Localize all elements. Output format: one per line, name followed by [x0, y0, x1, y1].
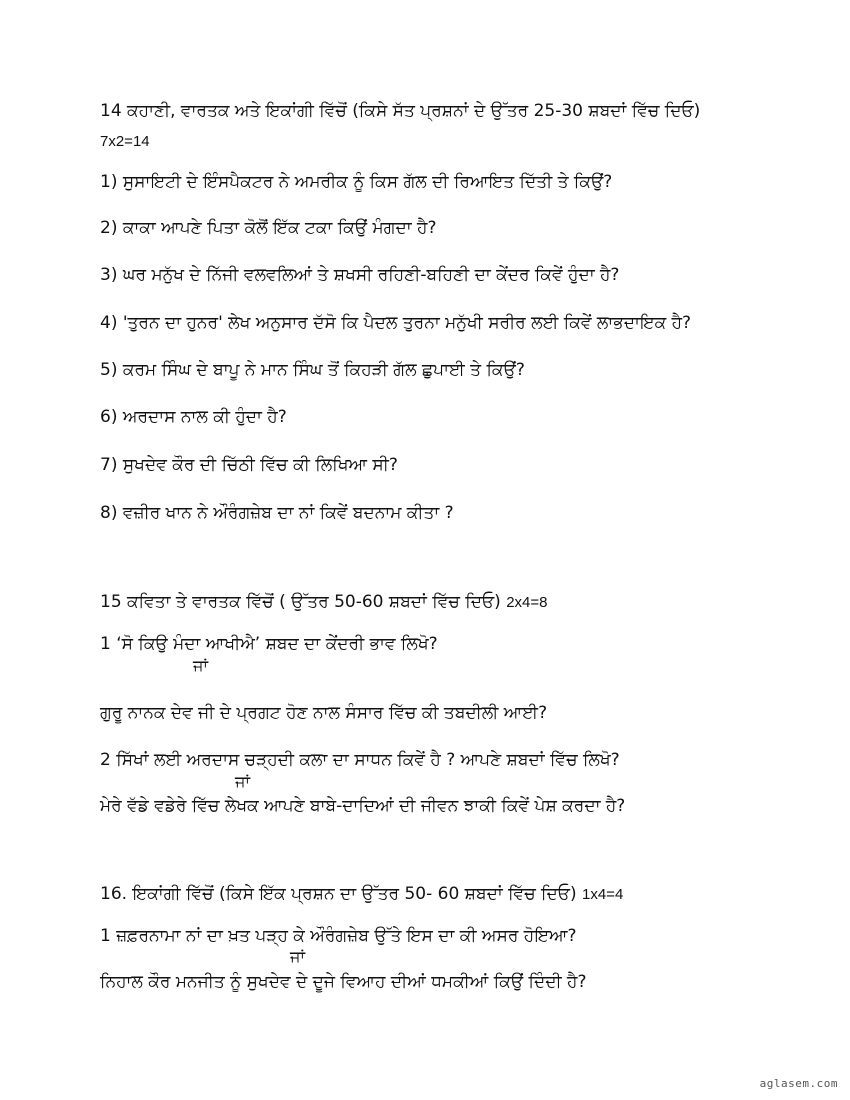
- section-16-question-1-alternative: ਨਿਹਾਲ ਕੌਰ ਮਨਜੀਤ ਨੂੰ ਸੁਖਦੇਵ ਦੇ ਦੂਜੇ ਵਿਆਹ ਦੀਆਂ ਧਮਕੀਆਂ ਕਿਉਂ ਦਿੰਦੀ ਹੈ?: [100, 972, 587, 992]
- watermark-footer: aglasem.com: [759, 1077, 838, 1090]
- section-16-marks: 1x4=4: [582, 886, 624, 903]
- section-15-or-1: ਜਾਂ: [193, 656, 208, 675]
- section-14-question-6: 6) ਅਰਦਾਸ ਨਾਲ ਕੀ ਹੁੰਦਾ ਹੈ?: [100, 407, 287, 427]
- section-14-question-3: 3) ਘਰ ਮਨੁੱਖ ਦੇ ਨਿੱਜੀ ਵਲਵਲਿਆਂ ਤੇ ਸ਼ਖਸੀ ਰਹਿਣੀ-ਬਹਿਣੀ ਦਾ ਕੇਂਦਰ ਕਿਵੇਂ ਹੁੰਦਾ ਹੈ?: [100, 265, 620, 285]
- section-15-heading: 15 ਕਵਿਤਾ ਤੇ ਵਾਰਤਕ ਵਿੱਚੋਂ ( ਉੱਤਰ 50-60 ਸ਼ਬਦਾਂ ਵਿੱਚ ਦਿਓ) 2x4=8: [100, 592, 548, 612]
- section-14-question-1: 1) ਸੁਸਾਇਟੀ ਦੇ ਇੰਸਪੈਕਟਰ ਨੇ ਅਮਰੀਕ ਨੂੰ ਕਿਸ ਗੱਲ ਦੀ ਰਿਆਇਤ ਦਿੱਤੀ ਤੇ ਕਿਉਂ?: [100, 172, 613, 192]
- section-15-question-2: 2 ਸਿੱਖਾਂ ਲਈ ਅਰਦਾਸ ਚੜ੍ਹਦੀ ਕਲਾ ਦਾ ਸਾਧਨ ਕਿਵੇਂ ਹੈ ? ਆਪਣੇ ਸ਼ਬਦਾਂ ਵਿੱਚ ਲਿਖੋ?: [100, 750, 620, 770]
- section-14-heading: 14 ਕਹਾਣੀ, ਵਾਰਤਕ ਅਤੇ ਇਕਾਂਗੀ ਵਿੱਚੋਂ (ਕਿਸੇ ਸੱਤ ਪ੍ਰਸ਼ਨਾਂ ਦੇ ਉੱਤਰ 25-30 ਸ਼ਬਦਾਂ ਵਿੱਚ ਦਿਓ): [100, 101, 701, 121]
- section-15-question-2-alternative: ਮੇਰੇ ਵੱਡੇ ਵਡੇਰੇ ਵਿੱਚ ਲੇਖਕ ਆਪਣੇ ਬਾਬੇ-ਦਾਦਿਆਂ ਦੀ ਜੀਵਨ ਝਾਕੀ ਕਿਵੇਂ ਪੇਸ਼ ਕਰਦਾ ਹੈ?: [100, 796, 626, 816]
- section-16-question-1: 1 ਜ਼ਫ਼ਰਨਾਮਾ ਨਾਂ ਦਾ ਖ਼ਤ ਪੜ੍ਹ ਕੇ ਔਰੰਗਜ਼ੇਬ ਉੱਤੇ ਇਸ ਦਾ ਕੀ ਅਸਰ ਹੋਇਆ?: [100, 926, 577, 946]
- section-14-question-4: 4) 'ਤੁਰਨ ਦਾ ਹੁਨਰ' ਲੇਖ ਅਨੁਸਾਰ ਦੱਸੋ ਕਿ ਪੈਦਲ ਤੁਰਨਾ ਮਨੁੱਖੀ ਸਰੀਰ ਲਈ ਕਿਵੇਂ ਲਾਭਦਾਇਕ ਹੈ?: [100, 313, 692, 333]
- section-16-heading: 16. ਇਕਾਂਗੀ ਵਿੱਚੋਂ (ਕਿਸੇ ਇੱਕ ਪ੍ਰਸ਼ਨ ਦਾ ਉੱਤਰ 50- 60 ਸ਼ਬਦਾਂ ਵਿੱਚ ਦਿਓ) 1x4=4: [100, 884, 624, 904]
- section-14-marks: 7x2=14: [100, 133, 150, 150]
- section-16-or: ਜਾਂ: [290, 947, 305, 966]
- section-15-marks: 2x4=8: [506, 594, 548, 611]
- section-14-question-7: 7) ਸੁਖਦੇਵ ਕੌਰ ਦੀ ਚਿੱਠੀ ਵਿੱਚ ਕੀ ਲਿਖਿਆ ਸੀ?: [100, 455, 398, 475]
- section-15-question-1: 1 ‘ਸੋ ਕਿਉ ਮੰਦਾ ਆਖੀਐ’ ਸ਼ਬਦ ਦਾ ਕੇਂਦਰੀ ਭਾਵ ਲਿਖੋ?: [100, 634, 438, 654]
- section-14-question-2: 2) ਕਾਕਾ ਆਪਣੇ ਪਿਤਾ ਕੋਲੋਂ ਇੱਕ ਟਕਾ ਕਿਉਂ ਮੰਗਦਾ ਹੈ?: [100, 218, 437, 238]
- section-14-question-5: 5) ਕਰਮ ਸਿੰਘ ਦੇ ਬਾਪੂ ਨੇ ਮਾਨ ਸਿੰਘ ਤੋਂ ਕਿਹੜੀ ਗੱਲ ਛੁਪਾਈ ਤੇ ਕਿਉਂ?: [100, 360, 525, 380]
- section-15-or-2: ਜਾਂ: [235, 772, 250, 791]
- section-14-question-8: 8) ਵਜ਼ੀਰ ਖਾਨ ਨੇ ਔਰੰਗਜ਼ੇਬ ਦਾ ਨਾਂ ਕਿਵੇਂ ਬਦਨਾਮ ਕੀਤਾ ?: [100, 503, 454, 523]
- section-15-question-1-alternative: ਗੁਰੂ ਨਾਨਕ ਦੇਵ ਜੀ ਦੇ ਪ੍ਰਗਟ ਹੋਣ ਨਾਲ ਸੰਸਾਰ ਵਿੱਚ ਕੀ ਤਬਦੀਲੀ ਆਈ?: [100, 703, 548, 723]
